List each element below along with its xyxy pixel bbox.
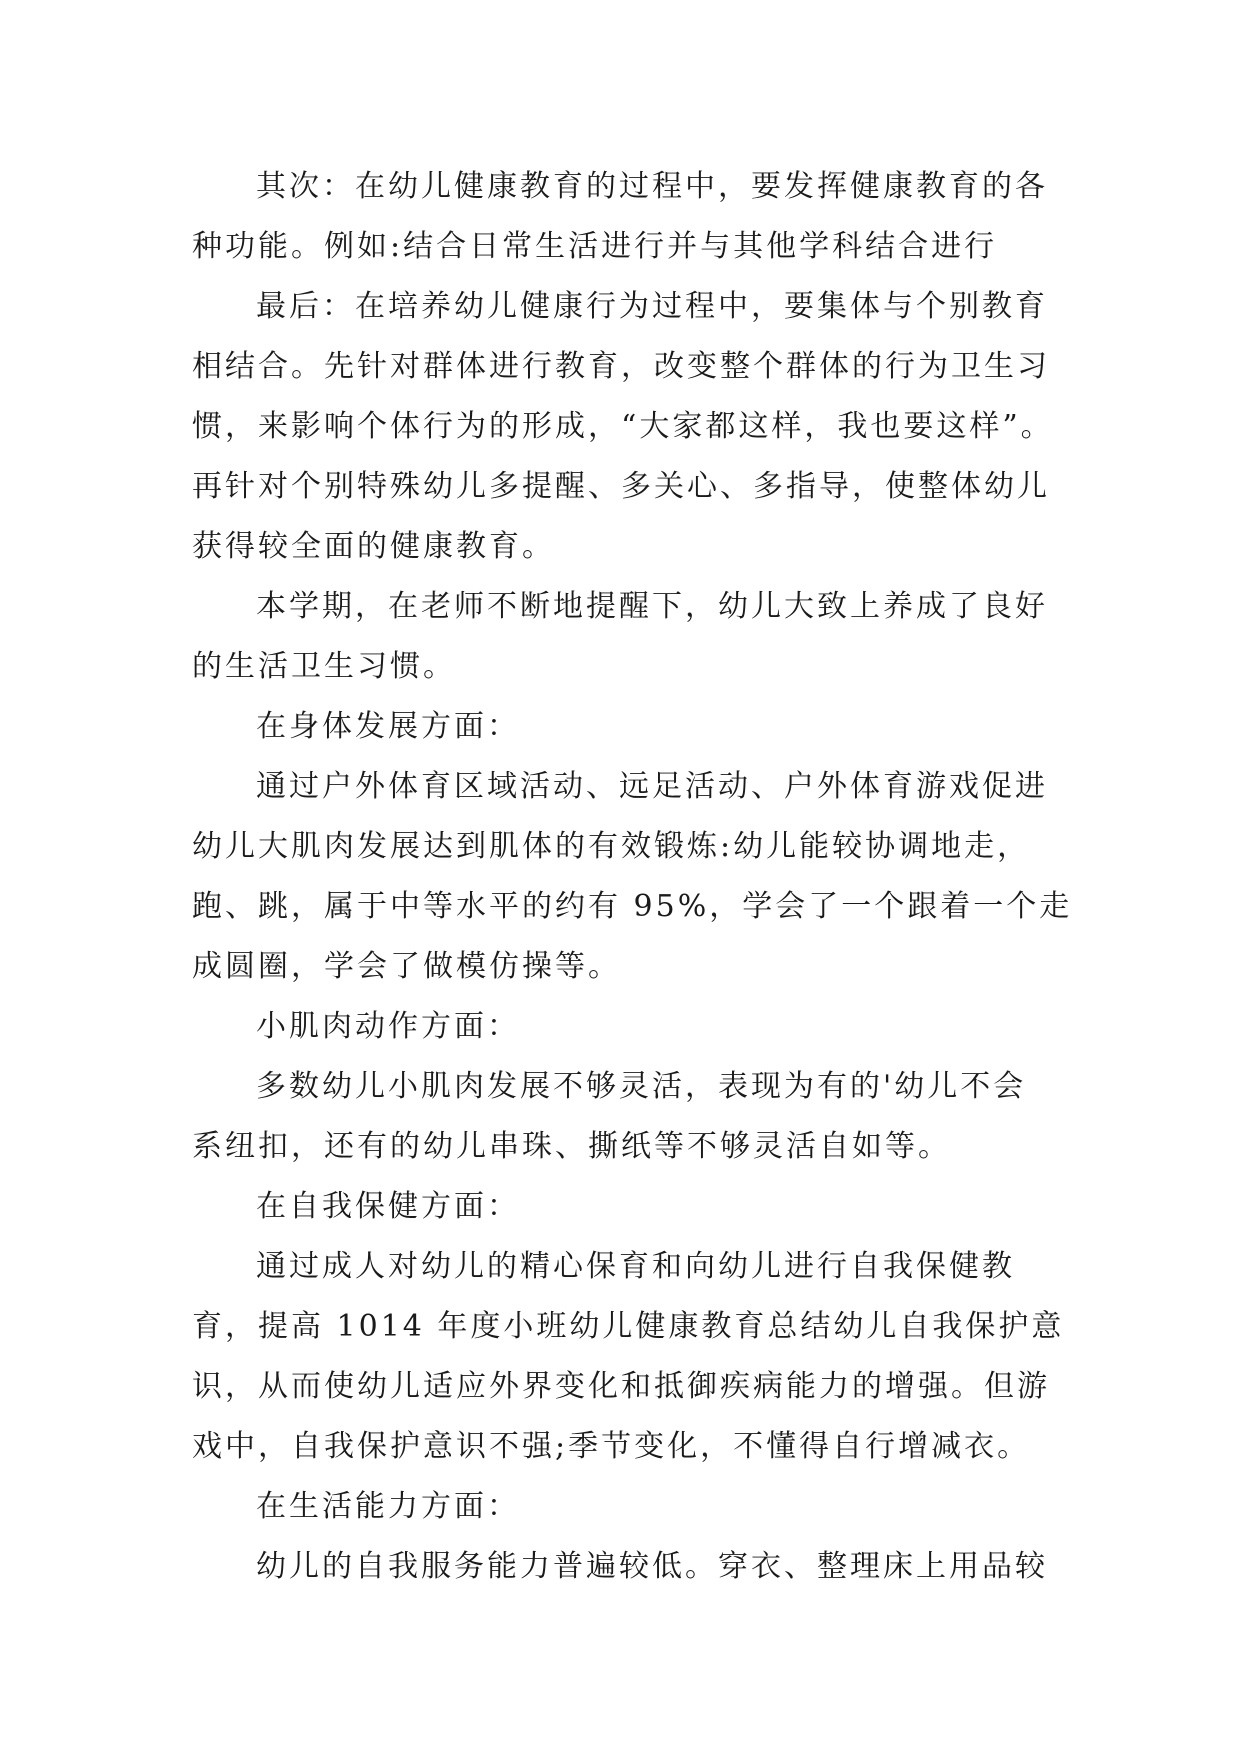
section-heading: 小肌肉动作方面： <box>256 1009 520 1044</box>
section-heading: 在自我保健方面： <box>256 1189 520 1224</box>
text-line: 再针对个别特殊幼儿多提醒、多关心、多指导，使整体幼儿 <box>192 469 1050 504</box>
section-heading: 在身体发展方面： <box>256 709 520 744</box>
section-heading: 在生活能力方面： <box>256 1489 520 1524</box>
text-line: 成圆圈，学会了做模仿操等。 <box>192 949 621 984</box>
text-line: 戏中，自我保护意识不强;季节变化，不懂得自行增减衣。 <box>192 1429 1031 1464</box>
text-line: 通过成人对幼儿的精心保育和向幼儿进行自我保健教 <box>256 1249 1015 1284</box>
text-line: 获得较全面的健康教育。 <box>192 529 555 564</box>
text-line: 种功能。例如:结合日常生活进行并与其他学科结合进行 <box>192 229 998 264</box>
text-line: 识，从而使幼儿适应外界变化和抵御疾病能力的增强。但游 <box>192 1369 1050 1404</box>
text-line: 育，提高 1014 年度小班幼儿健康教育总结幼儿自我保护意 <box>192 1309 1065 1344</box>
text-line: 惯，来影响个体行为的形成，“大家都这样，我也要这样”。 <box>192 409 1054 444</box>
text-line: 通过户外体育区域活动、远足活动、户外体育游戏促进 <box>256 769 1048 804</box>
text-line: 的生活卫生习惯。 <box>192 649 456 684</box>
text-line: 其次：在幼儿健康教育的过程中，要发挥健康教育的各 <box>256 169 1048 204</box>
text-line: 相结合。先针对群体进行教育，改变整个群体的行为卫生习 <box>192 349 1050 384</box>
text-line: 系纽扣，还有的幼儿串珠、撕纸等不够灵活自如等。 <box>192 1129 951 1164</box>
text-line: 多数幼儿小肌肉发展不够灵活，表现为有的'幼儿不会 <box>256 1069 1027 1104</box>
text-line: 跑、跳，属于中等水平的约有 95%，学会了一个跟着一个走 <box>192 889 1073 924</box>
text-line: 幼儿大肌肉发展达到肌体的有效锻炼:幼儿能较协调地走， <box>192 829 1031 864</box>
text-line: 最后：在培养幼儿健康行为过程中，要集体与个别教育 <box>256 289 1048 324</box>
text-line: 幼儿的自我服务能力普遍较低。穿衣、整理床上用品较 <box>256 1549 1048 1584</box>
text-line: 本学期，在老师不断地提醒下，幼儿大致上养成了良好 <box>256 589 1048 624</box>
